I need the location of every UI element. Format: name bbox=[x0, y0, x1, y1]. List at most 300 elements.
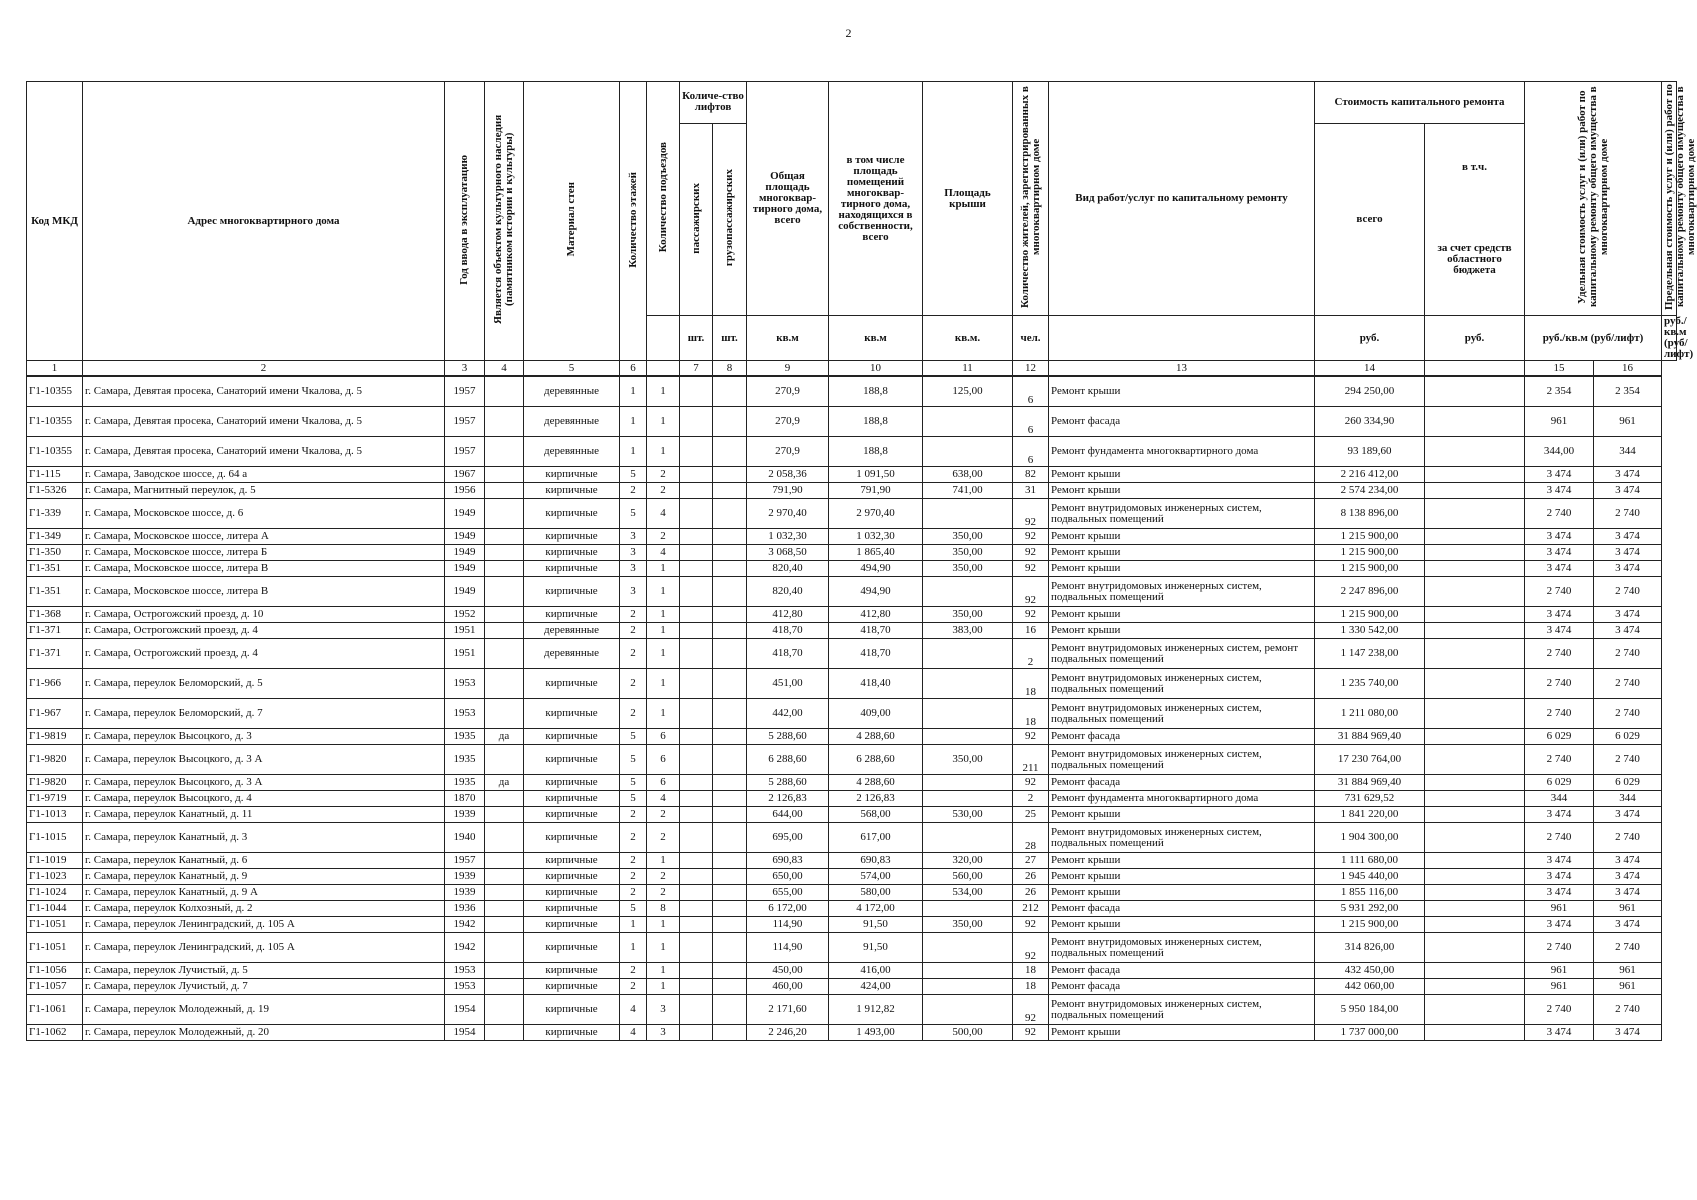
cell-floors: 4 bbox=[620, 995, 647, 1025]
cell-year: 1952 bbox=[445, 607, 485, 623]
cell-max-cost: 3 474 bbox=[1594, 529, 1662, 545]
cell-floors: 5 bbox=[620, 901, 647, 917]
cell-cargo-lifts bbox=[713, 607, 747, 623]
cell-total-area: 2 970,40 bbox=[747, 499, 829, 529]
cell-heritage bbox=[485, 607, 524, 623]
cell-floors: 5 bbox=[620, 467, 647, 483]
cell-floors: 2 bbox=[620, 979, 647, 995]
cell-passenger-lifts bbox=[680, 729, 713, 745]
cell-owned-area: 580,00 bbox=[829, 885, 923, 901]
cell-cost-regional bbox=[1425, 437, 1525, 467]
cell-roof-area bbox=[923, 577, 1013, 607]
cell-total-area: 418,70 bbox=[747, 639, 829, 669]
cell-roof-area: 534,00 bbox=[923, 885, 1013, 901]
cell-max-cost: 2 740 bbox=[1594, 577, 1662, 607]
cell-work-type: Ремонт внутридомовых инженерных систем, подвальных помещений bbox=[1049, 577, 1315, 607]
cell-year: 1957 bbox=[445, 853, 485, 869]
cell-year: 1870 bbox=[445, 791, 485, 807]
cell-cost-regional bbox=[1425, 529, 1525, 545]
cell-material: деревянные bbox=[524, 376, 620, 407]
cell-address: г. Самара, Девятая просека, Санаторий имени Чкалова, д. 5 bbox=[83, 376, 445, 407]
cell-address: г. Самара, Острогожский проезд, д. 10 bbox=[83, 607, 445, 623]
col-num bbox=[1425, 361, 1525, 377]
cell-year: 1951 bbox=[445, 623, 485, 639]
table-row bbox=[27, 791, 1677, 807]
cell-passenger-lifts bbox=[680, 917, 713, 933]
cell-roof-area bbox=[923, 791, 1013, 807]
cell-material: кирпичные bbox=[524, 995, 620, 1025]
header-regional: в т.ч. за счет средств областного бюджета bbox=[1425, 123, 1525, 315]
cell-work-type: Ремонт крыши bbox=[1049, 917, 1315, 933]
table-row bbox=[27, 869, 1677, 885]
cell-entrances: 1 bbox=[647, 577, 680, 607]
col-num: 9 bbox=[747, 361, 829, 377]
cell-floors: 1 bbox=[620, 407, 647, 437]
cell-max-cost: 3 474 bbox=[1594, 869, 1662, 885]
cell-entrances: 1 bbox=[647, 437, 680, 467]
cell-code: Г1-1061 bbox=[27, 995, 83, 1025]
cell-code: Г1-9820 bbox=[27, 745, 83, 775]
cell-cargo-lifts bbox=[713, 483, 747, 499]
table-row bbox=[27, 933, 1677, 963]
cell-material: кирпичные bbox=[524, 529, 620, 545]
cell-cost-total: 731 629,52 bbox=[1315, 791, 1425, 807]
cell-code: Г1-1015 bbox=[27, 823, 83, 853]
cell-year: 1957 bbox=[445, 376, 485, 407]
cell-year: 1953 bbox=[445, 963, 485, 979]
cell-code: Г1-10355 bbox=[27, 407, 83, 437]
cell-code: Г1-966 bbox=[27, 669, 83, 699]
cell-material: кирпичные bbox=[524, 699, 620, 729]
cell-work-type: Ремонт крыши bbox=[1049, 853, 1315, 869]
cell-cargo-lifts bbox=[713, 791, 747, 807]
cell-passenger-lifts bbox=[680, 853, 713, 869]
cell-entrances: 3 bbox=[647, 1025, 680, 1041]
cell-work-type: Ремонт крыши bbox=[1049, 376, 1315, 407]
cell-passenger-lifts bbox=[680, 577, 713, 607]
cell-address: г. Самара, переулок Высоцкого, д. 4 bbox=[83, 791, 445, 807]
cell-material: кирпичные bbox=[524, 561, 620, 577]
header-work-type: Вид работ/услуг по капитальному ремонту bbox=[1049, 82, 1315, 316]
cell-roof-area bbox=[923, 901, 1013, 917]
cell-work-type: Ремонт крыши bbox=[1049, 545, 1315, 561]
cell-cost-regional bbox=[1425, 639, 1525, 669]
cell-material: кирпичные bbox=[524, 869, 620, 885]
cell-address: г. Самара, переулок Канатный, д. 9 bbox=[83, 869, 445, 885]
cell-floors: 5 bbox=[620, 775, 647, 791]
cell-year: 1957 bbox=[445, 407, 485, 437]
cell-passenger-lifts bbox=[680, 669, 713, 699]
cell-owned-area: 574,00 bbox=[829, 869, 923, 885]
cell-material: кирпичные bbox=[524, 607, 620, 623]
cell-unit-cost: 961 bbox=[1525, 407, 1594, 437]
cell-floors: 2 bbox=[620, 607, 647, 623]
cell-passenger-lifts bbox=[680, 745, 713, 775]
cell-address: г. Самара, переулок Молодежный, д. 19 bbox=[83, 995, 445, 1025]
cell-total-area: 2 171,60 bbox=[747, 995, 829, 1025]
cell-owned-area: 494,90 bbox=[829, 577, 923, 607]
cell-total-area: 3 068,50 bbox=[747, 545, 829, 561]
cell-residents: 18 bbox=[1013, 979, 1049, 995]
cell-entrances: 4 bbox=[647, 499, 680, 529]
cell-unit-cost: 2 740 bbox=[1525, 669, 1594, 699]
cell-cost-regional bbox=[1425, 963, 1525, 979]
cell-roof-area bbox=[923, 499, 1013, 529]
col-num: 7 bbox=[680, 361, 713, 377]
cell-unit-cost: 3 474 bbox=[1525, 807, 1594, 823]
unit-work bbox=[1049, 316, 1315, 361]
cell-work-type: Ремонт крыши bbox=[1049, 623, 1315, 639]
table-row bbox=[27, 1025, 1677, 1041]
cell-code: Г1-9820 bbox=[27, 775, 83, 791]
table-row bbox=[27, 483, 1677, 499]
table-row bbox=[27, 729, 1677, 745]
cell-max-cost: 3 474 bbox=[1594, 467, 1662, 483]
cell-residents: 6 bbox=[1013, 407, 1049, 437]
cell-material: кирпичные bbox=[524, 791, 620, 807]
cell-code: Г1-1019 bbox=[27, 853, 83, 869]
cell-floors: 2 bbox=[620, 699, 647, 729]
cell-owned-area: 412,80 bbox=[829, 607, 923, 623]
cell-cargo-lifts bbox=[713, 853, 747, 869]
cell-residents: 92 bbox=[1013, 917, 1049, 933]
cell-heritage bbox=[485, 623, 524, 639]
cell-cost-regional bbox=[1425, 933, 1525, 963]
cell-cargo-lifts bbox=[713, 979, 747, 995]
table-row bbox=[27, 669, 1677, 699]
col-num: 4 bbox=[485, 361, 524, 377]
cell-passenger-lifts bbox=[680, 791, 713, 807]
capital-repair-table bbox=[26, 81, 1697, 1041]
table-row bbox=[27, 775, 1677, 791]
header-roof-area: Площадь крыши bbox=[923, 82, 1013, 316]
cell-material: кирпичные bbox=[524, 729, 620, 745]
cell-cost-total: 1 215 900,00 bbox=[1315, 545, 1425, 561]
cell-cargo-lifts bbox=[713, 699, 747, 729]
col-num: 5 bbox=[524, 361, 620, 377]
cell-floors: 2 bbox=[620, 639, 647, 669]
cell-unit-cost: 344 bbox=[1525, 791, 1594, 807]
cell-roof-area bbox=[923, 823, 1013, 853]
cell-roof-area: 383,00 bbox=[923, 623, 1013, 639]
cell-unit-cost: 3 474 bbox=[1525, 467, 1594, 483]
table-row bbox=[27, 407, 1677, 437]
cell-cost-regional bbox=[1425, 853, 1525, 869]
cell-code: Г1-1024 bbox=[27, 885, 83, 901]
cell-cargo-lifts bbox=[713, 529, 747, 545]
cell-entrances: 1 bbox=[647, 639, 680, 669]
cell-passenger-lifts bbox=[680, 995, 713, 1025]
cell-cost-regional bbox=[1425, 791, 1525, 807]
cell-material: кирпичные bbox=[524, 807, 620, 823]
cell-cargo-lifts bbox=[713, 669, 747, 699]
cell-cargo-lifts bbox=[713, 807, 747, 823]
col-num: 2 bbox=[83, 361, 445, 377]
cell-max-cost: 3 474 bbox=[1594, 1025, 1662, 1041]
cell-floors: 2 bbox=[620, 623, 647, 639]
cell-cargo-lifts bbox=[713, 623, 747, 639]
cell-passenger-lifts bbox=[680, 623, 713, 639]
cell-passenger-lifts bbox=[680, 885, 713, 901]
cell-residents: 2 bbox=[1013, 639, 1049, 669]
cell-entrances: 1 bbox=[647, 699, 680, 729]
table-row bbox=[27, 745, 1677, 775]
cell-code: Г1-5326 bbox=[27, 483, 83, 499]
cell-floors: 2 bbox=[620, 807, 647, 823]
cell-passenger-lifts bbox=[680, 901, 713, 917]
cell-total-area: 6 288,60 bbox=[747, 745, 829, 775]
cell-address: г. Самара, переулок Канатный, д. 3 bbox=[83, 823, 445, 853]
cell-code: Г1-1044 bbox=[27, 901, 83, 917]
col-num bbox=[647, 361, 680, 377]
cell-passenger-lifts bbox=[680, 376, 713, 407]
table-row bbox=[27, 699, 1677, 729]
cell-cost-regional bbox=[1425, 869, 1525, 885]
cell-heritage bbox=[485, 467, 524, 483]
cell-heritage bbox=[485, 823, 524, 853]
cell-total-area: 820,40 bbox=[747, 561, 829, 577]
cell-work-type: Ремонт крыши bbox=[1049, 869, 1315, 885]
cell-address: г. Самара, Магнитный переулок, д. 5 bbox=[83, 483, 445, 499]
cell-code: Г1-1013 bbox=[27, 807, 83, 823]
cell-unit-cost: 3 474 bbox=[1525, 885, 1594, 901]
cell-total-area: 270,9 bbox=[747, 407, 829, 437]
cell-code: Г1-368 bbox=[27, 607, 83, 623]
cell-owned-area: 188,8 bbox=[829, 407, 923, 437]
cell-cost-total: 1 111 680,00 bbox=[1315, 853, 1425, 869]
cell-residents: 92 bbox=[1013, 995, 1049, 1025]
cell-code: Г1-9719 bbox=[27, 791, 83, 807]
cell-roof-area bbox=[923, 995, 1013, 1025]
header-floors: Количество этажей bbox=[620, 82, 647, 361]
cell-year: 1953 bbox=[445, 669, 485, 699]
table-row bbox=[27, 545, 1677, 561]
cell-roof-area: 500,00 bbox=[923, 1025, 1013, 1041]
cell-max-cost: 3 474 bbox=[1594, 807, 1662, 823]
cell-max-cost: 2 354 bbox=[1594, 376, 1662, 407]
header-address: Адрес многоквартирного дома bbox=[83, 82, 445, 361]
cell-unit-cost: 3 474 bbox=[1525, 483, 1594, 499]
cell-work-type: Ремонт внутридомовых инженерных систем, подвальных помещений bbox=[1049, 823, 1315, 853]
cell-total-area: 695,00 bbox=[747, 823, 829, 853]
cell-cargo-lifts bbox=[713, 437, 747, 467]
cell-residents: 92 bbox=[1013, 933, 1049, 963]
cell-heritage bbox=[485, 699, 524, 729]
col-num: 16 bbox=[1594, 361, 1662, 377]
cell-work-type: Ремонт крыши bbox=[1049, 483, 1315, 499]
cell-cargo-lifts bbox=[713, 885, 747, 901]
cell-residents: 6 bbox=[1013, 437, 1049, 467]
cell-year: 1949 bbox=[445, 499, 485, 529]
cell-work-type: Ремонт внутридомовых инженерных систем, подвальных помещений bbox=[1049, 995, 1315, 1025]
cell-year: 1935 bbox=[445, 729, 485, 745]
cell-unit-cost: 6 029 bbox=[1525, 729, 1594, 745]
cell-floors: 3 bbox=[620, 577, 647, 607]
cell-heritage bbox=[485, 807, 524, 823]
cell-floors: 1 bbox=[620, 376, 647, 407]
cell-material: деревянные bbox=[524, 437, 620, 467]
cell-owned-area: 424,00 bbox=[829, 979, 923, 995]
cell-residents: 92 bbox=[1013, 561, 1049, 577]
cell-roof-area: 320,00 bbox=[923, 853, 1013, 869]
cell-passenger-lifts bbox=[680, 545, 713, 561]
cell-total-area: 2 246,20 bbox=[747, 1025, 829, 1041]
cell-heritage bbox=[485, 853, 524, 869]
cell-material: кирпичные bbox=[524, 901, 620, 917]
cell-cost-total: 1 147 238,00 bbox=[1315, 639, 1425, 669]
cell-cargo-lifts bbox=[713, 545, 747, 561]
cell-cargo-lifts bbox=[713, 901, 747, 917]
cell-code: Г1-1051 bbox=[27, 933, 83, 963]
cell-entrances: 1 bbox=[647, 979, 680, 995]
cell-year: 1949 bbox=[445, 529, 485, 545]
cell-floors: 3 bbox=[620, 545, 647, 561]
cell-code: Г1-1056 bbox=[27, 963, 83, 979]
cell-cost-regional bbox=[1425, 561, 1525, 577]
cell-work-type: Ремонт фасада bbox=[1049, 407, 1315, 437]
table-row bbox=[27, 437, 1677, 467]
cell-owned-area: 4 288,60 bbox=[829, 729, 923, 745]
cell-address: г. Самара, переулок Молодежный, д. 20 bbox=[83, 1025, 445, 1041]
cell-owned-area: 791,90 bbox=[829, 483, 923, 499]
cell-unit-cost: 2 354 bbox=[1525, 376, 1594, 407]
table-row bbox=[27, 995, 1677, 1025]
cell-address: г. Самара, переулок Высоцкого, д. 3 А bbox=[83, 775, 445, 791]
cell-cost-regional bbox=[1425, 467, 1525, 483]
cell-work-type: Ремонт фундамента многоквартирного дома bbox=[1049, 791, 1315, 807]
cell-entrances: 2 bbox=[647, 869, 680, 885]
col-num: 6 bbox=[620, 361, 647, 377]
header-passenger: пассажирских bbox=[680, 123, 713, 315]
cell-residents: 92 bbox=[1013, 729, 1049, 745]
cell-year: 1939 bbox=[445, 869, 485, 885]
cell-cost-regional bbox=[1425, 376, 1525, 407]
table-row bbox=[27, 963, 1677, 979]
cell-roof-area: 741,00 bbox=[923, 483, 1013, 499]
cell-heritage bbox=[485, 561, 524, 577]
header-cost-total: всего bbox=[1315, 123, 1425, 315]
cell-work-type: Ремонт внутридомовых инженерных систем, подвальных помещений bbox=[1049, 699, 1315, 729]
cell-floors: 5 bbox=[620, 745, 647, 775]
cell-work-type: Ремонт фасада bbox=[1049, 729, 1315, 745]
col-num: 12 bbox=[1013, 361, 1049, 377]
cell-total-area: 644,00 bbox=[747, 807, 829, 823]
header-code: Код МКД bbox=[27, 82, 83, 361]
cell-passenger-lifts bbox=[680, 407, 713, 437]
cell-heritage bbox=[485, 483, 524, 499]
cell-residents: 92 bbox=[1013, 529, 1049, 545]
cell-unit-cost: 2 740 bbox=[1525, 699, 1594, 729]
cell-material: кирпичные bbox=[524, 775, 620, 791]
header-unit-cost: Удельная стоимость услуг и (или) работ по капитальному ремонту общего имущества в многоквартирном доме bbox=[1525, 82, 1662, 316]
cell-residents: 18 bbox=[1013, 669, 1049, 699]
cell-entrances: 4 bbox=[647, 791, 680, 807]
cell-total-area: 650,00 bbox=[747, 869, 829, 885]
cell-unit-cost: 961 bbox=[1525, 963, 1594, 979]
cell-cargo-lifts bbox=[713, 917, 747, 933]
cell-unit-cost: 3 474 bbox=[1525, 869, 1594, 885]
cell-cost-regional bbox=[1425, 745, 1525, 775]
cell-cost-regional bbox=[1425, 917, 1525, 933]
cell-heritage bbox=[485, 963, 524, 979]
page-number: 2 bbox=[845, 26, 852, 40]
cell-entrances: 1 bbox=[647, 853, 680, 869]
cell-cost-regional bbox=[1425, 1025, 1525, 1041]
unit-kvm-3: кв.м. bbox=[923, 316, 1013, 361]
header-heritage: Является объектом культурного наследия (памятником истории и культуры) bbox=[485, 82, 524, 361]
cell-unit-cost: 3 474 bbox=[1525, 561, 1594, 577]
cell-residents: 92 bbox=[1013, 1025, 1049, 1041]
cell-passenger-lifts bbox=[680, 437, 713, 467]
unit-kvm-2: кв.м bbox=[829, 316, 923, 361]
cell-cost-regional bbox=[1425, 807, 1525, 823]
cell-code: Г1-351 bbox=[27, 561, 83, 577]
cell-year: 1949 bbox=[445, 545, 485, 561]
cell-residents: 92 bbox=[1013, 607, 1049, 623]
cell-owned-area: 188,8 bbox=[829, 437, 923, 467]
cell-unit-cost: 2 740 bbox=[1525, 995, 1594, 1025]
cell-address: г. Самара, переулок Беломорский, д. 7 bbox=[83, 699, 445, 729]
cell-year: 1951 bbox=[445, 639, 485, 669]
cell-cost-total: 17 230 764,00 bbox=[1315, 745, 1425, 775]
cell-work-type: Ремонт фундамента многоквартирного дома bbox=[1049, 437, 1315, 467]
header-max-cost: Предельная стоимость услуг и (или) работ по капитальному ремонту общего имущества в многоквартирном доме bbox=[1662, 82, 1677, 316]
cell-owned-area: 91,50 bbox=[829, 933, 923, 963]
cell-unit-cost: 344,00 bbox=[1525, 437, 1594, 467]
cell-cost-total: 1 215 900,00 bbox=[1315, 561, 1425, 577]
cell-entrances: 1 bbox=[647, 561, 680, 577]
cell-roof-area: 530,00 bbox=[923, 807, 1013, 823]
cell-residents: 27 bbox=[1013, 853, 1049, 869]
unit-sht-2: шт. bbox=[713, 316, 747, 361]
cell-unit-cost: 3 474 bbox=[1525, 529, 1594, 545]
unit-sht-1: шт. bbox=[680, 316, 713, 361]
cell-heritage bbox=[485, 933, 524, 963]
cell-max-cost: 3 474 bbox=[1594, 607, 1662, 623]
cell-heritage bbox=[485, 529, 524, 545]
table-row bbox=[27, 376, 1677, 407]
cell-cost-total: 8 138 896,00 bbox=[1315, 499, 1425, 529]
cell-floors: 5 bbox=[620, 499, 647, 529]
cell-residents: 92 bbox=[1013, 499, 1049, 529]
cell-passenger-lifts bbox=[680, 467, 713, 483]
cell-unit-cost: 3 474 bbox=[1525, 545, 1594, 561]
header-residents: Количество жителей, зарегистрированных в многоквартирном доме bbox=[1013, 82, 1049, 316]
cell-floors: 2 bbox=[620, 483, 647, 499]
cell-cost-total: 5 931 292,00 bbox=[1315, 901, 1425, 917]
cell-address: г. Самара, переулок Канатный, д. 6 bbox=[83, 853, 445, 869]
cell-code: Г1-10355 bbox=[27, 437, 83, 467]
header-year: Год ввода в эксплуатацию bbox=[445, 82, 485, 361]
cell-total-area: 460,00 bbox=[747, 979, 829, 995]
cell-owned-area: 2 970,40 bbox=[829, 499, 923, 529]
cell-entrances: 2 bbox=[647, 885, 680, 901]
cell-cost-regional bbox=[1425, 483, 1525, 499]
cell-material: кирпичные bbox=[524, 467, 620, 483]
cell-owned-area: 188,8 bbox=[829, 376, 923, 407]
cell-floors: 2 bbox=[620, 823, 647, 853]
cell-material: кирпичные bbox=[524, 745, 620, 775]
cell-passenger-lifts bbox=[680, 823, 713, 853]
cell-year: 1954 bbox=[445, 995, 485, 1025]
cell-cargo-lifts bbox=[713, 577, 747, 607]
cell-address: г. Самара, Девятая просека, Санаторий имени Чкалова, д. 5 bbox=[83, 407, 445, 437]
cell-heritage bbox=[485, 1025, 524, 1041]
cell-cost-total: 2 216 412,00 bbox=[1315, 467, 1425, 483]
cell-owned-area: 418,70 bbox=[829, 623, 923, 639]
cell-floors: 1 bbox=[620, 437, 647, 467]
table-row bbox=[27, 901, 1677, 917]
